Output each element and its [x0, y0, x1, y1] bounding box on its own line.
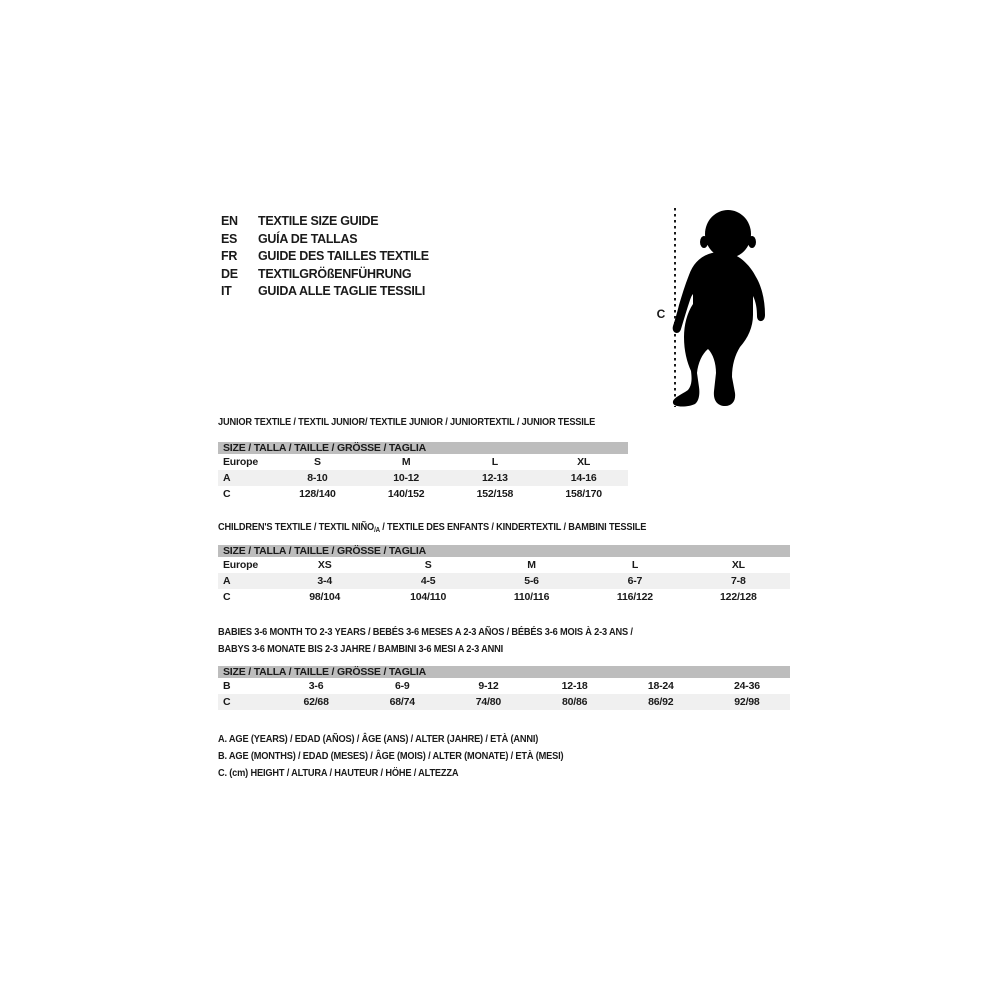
row-label: Europe [223, 559, 258, 571]
months-cell: 24-36 [734, 680, 760, 692]
size-cell: M [401, 456, 411, 468]
age-cell: 8-10 [307, 472, 328, 484]
size-cell: M [527, 559, 536, 571]
note-age-months: B. AGE (MONTHS) / EDAD (MESES) / ÂGE (MOIS) / ALTER (MONATE) / ETÀ (MESI) [218, 750, 564, 763]
lang-row-it [221, 283, 429, 301]
children-row-height [218, 589, 790, 605]
height-cell: 110/116 [513, 591, 550, 603]
height-cell: 86/92 [648, 696, 674, 708]
height-cell: 122/128 [720, 591, 757, 603]
children-row-age [218, 573, 790, 589]
row-label: A [223, 575, 231, 587]
height-cell: 80/86 [561, 696, 588, 708]
age-cell: 7-8 [731, 575, 746, 587]
children-heading-suffix: / TEXTILE DES ENFANTS / KINDERTEXTIL / BAMBINI TESSILE [379, 521, 647, 533]
months-cell: 18-24 [647, 680, 674, 692]
height-cell: 158/170 [565, 488, 602, 500]
months-cell: 9-12 [478, 680, 499, 692]
babies-row-height [218, 694, 790, 710]
lang-code-fr: FR [221, 249, 238, 263]
height-cell: 152/158 [476, 488, 514, 500]
row-label: Europe [223, 456, 258, 468]
lang-row-de [221, 266, 429, 284]
note-age-years: A. AGE (YEARS) / EDAD (AÑOS) / ÂGE (ANS) / ALTER (JAHRE) / ETÀ (ANNI) [218, 733, 539, 745]
babies-table-header: SIZE / TALLA / TAILLE / GRÖSSE / TAGLIA [218, 666, 790, 678]
lang-code-es: ES [221, 231, 238, 246]
height-cell: 74/80 [475, 696, 502, 708]
size-cell: L [491, 456, 498, 468]
age-cell: 10-12 [393, 472, 420, 484]
toddler-head [705, 210, 751, 258]
lang-code-it: IT [221, 284, 232, 298]
height-cell: 92/98 [734, 696, 760, 708]
size-cell: XL [577, 456, 591, 468]
junior-size-table [218, 442, 628, 502]
children-section-heading [218, 521, 646, 537]
months-cell: 3-6 [308, 680, 324, 692]
size-cell: S [424, 559, 432, 571]
age-cell: 6-7 [627, 575, 643, 587]
months-cell: 6-9 [394, 680, 410, 692]
children-table-header: SIZE / TALLA / TAILLE / GRÖSSE / TAGLIA [218, 545, 790, 557]
row-label: A [223, 472, 231, 484]
junior-row-age [218, 470, 628, 486]
row-label: B [223, 680, 231, 692]
age-cell: 3-4 [317, 575, 332, 587]
height-cell: 104/110 [410, 591, 447, 603]
row-label: C [223, 591, 231, 603]
age-cell: 4-5 [420, 575, 436, 587]
children-size-table [218, 545, 790, 605]
lang-label-fr: GUIDE DES TAILLES TEXTILE [258, 249, 429, 263]
height-cell: 116/122 [616, 591, 653, 603]
height-cell: 68/74 [389, 696, 415, 708]
lang-code-de: DE [221, 266, 238, 281]
age-cell: 14-16 [570, 472, 597, 484]
babies-section-heading [218, 624, 633, 657]
row-label: C [223, 696, 231, 708]
lang-label-es: GUÍA DE TALLAS [258, 231, 358, 246]
babies-heading-line2: BABYS 3-6 MONATE BIS 2-3 JAHRE / BAMBINI 3-6 MESI A 2-3 ANNI [218, 642, 503, 655]
junior-row-europe [218, 454, 628, 470]
junior-row-height [218, 486, 628, 502]
age-cell: 12-13 [481, 472, 508, 484]
size-cell: XS [317, 559, 332, 571]
children-row-europe [218, 557, 790, 573]
babies-size-table [218, 666, 790, 710]
legend-notes [218, 731, 563, 783]
age-cell: 5-6 [524, 575, 539, 587]
months-cell: 12-18 [561, 680, 588, 692]
height-measure-label: C [656, 307, 666, 321]
toddler-silhouette [673, 210, 765, 407]
toddler-ear-right [748, 236, 756, 248]
height-cell: 98/104 [309, 591, 341, 603]
children-heading-prefix: CHILDREN'S TEXTILE / TEXTIL NIÑO [218, 521, 375, 533]
lang-row-fr [221, 248, 429, 266]
toddler-body [673, 252, 765, 407]
language-title-list [221, 213, 429, 301]
size-cell: L [631, 559, 639, 571]
row-label: C [223, 488, 231, 500]
height-cell: 128/140 [299, 488, 336, 500]
lang-label-en: TEXTILE SIZE GUIDE [258, 214, 379, 228]
babies-row-months [218, 678, 790, 694]
lang-label-it: GUIDA ALLE TAGLIE TESSILI [258, 284, 426, 298]
lang-row-en [221, 213, 429, 231]
junior-table-header: SIZE / TALLA / TAILLE / GRÖSSE / TAGLIA [218, 442, 628, 454]
height-cell: 140/152 [387, 488, 425, 500]
toddler-ear-left [700, 236, 708, 248]
child-silhouette-figure [650, 196, 790, 416]
lang-code-en: EN [221, 214, 238, 228]
lang-row-es [221, 231, 429, 249]
size-cell: XL [731, 559, 745, 571]
height-cell: 62/68 [303, 696, 329, 708]
junior-section-heading: JUNIOR TEXTILE / TEXTIL JUNIOR/ TEXTILE JUNIOR / JUNIORTEXTIL / JUNIOR TESSILE [218, 416, 596, 428]
note-height-cm: C. (cm) HEIGHT / ALTURA / HAUTEUR / HÖHE / ALTEZZA [218, 767, 459, 780]
children-heading-subscript: /A [374, 527, 380, 534]
size-cell: S [313, 456, 321, 468]
babies-heading-line1: BABIES 3-6 MONTH TO 2-3 YEARS / BEBÉS 3-6 MESES A 2-3 AÑOS / BÉBÉS 3-6 MOIS À 2-3 ANS / [218, 626, 633, 638]
lang-label-de: TEXTILGRÖßENFÜHRUNG [258, 266, 412, 281]
